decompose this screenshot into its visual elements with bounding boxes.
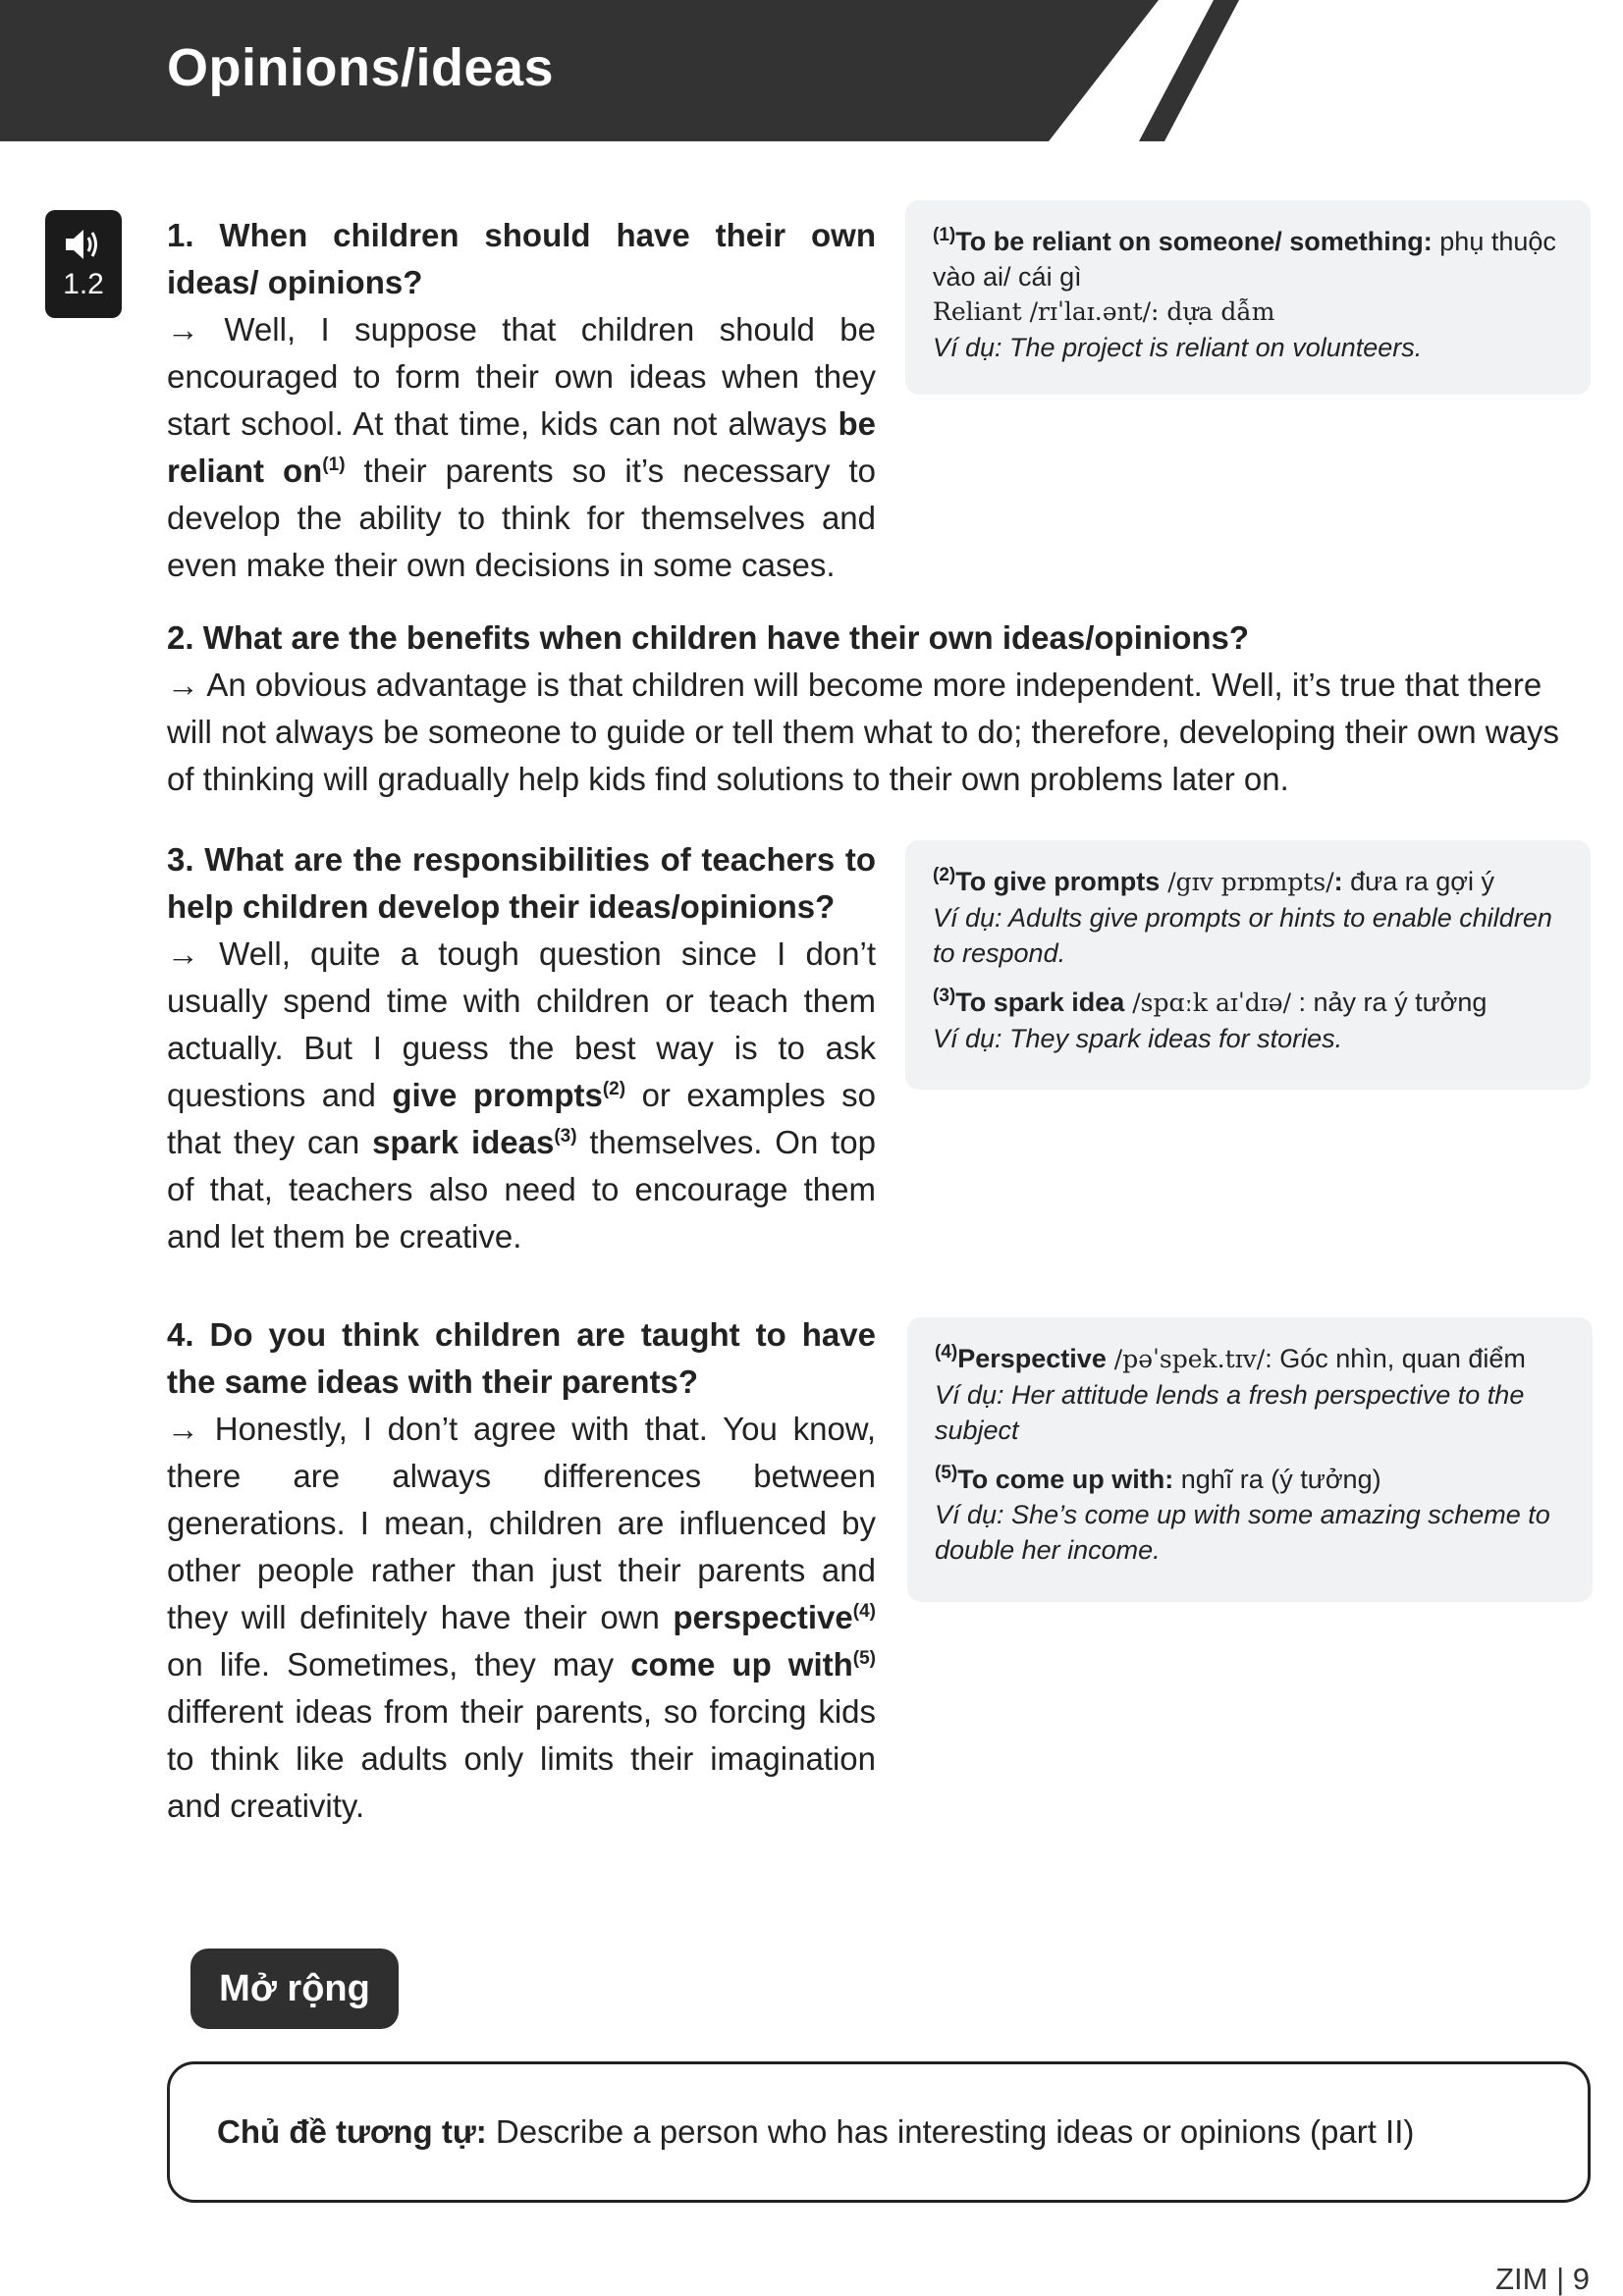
similar-topic-text: Chủ đề tương tự: Describe a person who has interesting ideas or opinions (part II) (217, 2113, 1415, 2150)
footnote-ref-3: (3) (554, 1126, 577, 1147)
audio-track-badge[interactable] (45, 210, 122, 318)
vocab-entry-4: $^{(4)}$Perspective /pəˈspek.tɪv/: Góc nhìn, quan điểm Ví dụ: Her attitude lends a fresh perspective to the subject (935, 1342, 1526, 1445)
question-block-2 (167, 614, 1589, 803)
page-title: Opinions/ideas (167, 38, 555, 97)
vocab-entry-3: $^{(3)}$To spark idea /spɑːk aɪˈdɪə/ : nảy ra ý tưởng Ví dụ: They spark ideas for stories. (933, 986, 1488, 1053)
page-header (0, 0, 1623, 141)
vocab-entry-5: $^{(5)}$To come up with: nghĩ ra (ý tưởng) Ví dụ: She’s come up with some amazing scheme to double her income. (935, 1463, 1550, 1565)
question-4: 4. Do you think children are taught to have the same ideas with their parents? (167, 1316, 876, 1400)
question-3: 3. What are the responsibilities of teachers to help children develop their ideas/opinions? (167, 841, 876, 925)
question-block-1 (167, 212, 876, 589)
footnote-ref-5: (5) (852, 1648, 877, 1669)
answer-4: → Honestly, I don’t agree with that. You know, there are always differences between generations. I mean, children are influenced by other people rather than just their parents and they will definitely have their own perspective$^{(4)}$ on life. Sometimes, they may come up with$^{(5)}$ different ideas from their parents, so forcing kids to think like adults only limits their imagination and creativity. (167, 1411, 877, 1824)
vocab-box-1 (905, 200, 1591, 395)
question-block-3 (167, 836, 876, 1260)
question-block-4 (167, 1311, 876, 1830)
vocab-entry-2: $^{(2)}$To give prompts /gɪv prɒmpts/: đưa ra gợi ý Ví dụ: Adults give prompts or hints to enable children to respond. (933, 865, 1552, 968)
vocab-term-spark-ideas: spark ideas (372, 1124, 555, 1160)
answer-2: → An obvious advantage is that children will become more independent. Well, it’s true that there will not always be someone to guide or tell them what to do; therefore, developing their own ways of thinking will gradually help kids find solutions to their own problems later on. (167, 667, 1559, 797)
audio-track-code: 1.2 (63, 268, 104, 300)
similar-topic-label: Chủ đề tương tự: (217, 2113, 487, 2150)
question-1: 1. When children should have their own ideas/ opinions? (167, 217, 876, 300)
expand-section-tab: Mở rộng (190, 1949, 399, 2029)
answer-3: → Well, quite a tough question since I don’t usually spend time with children or teach them actually. But I guess the best way is to ask questions and give prompts$^{(2)}$ or examples so that they can spark ideas$^{(3)}$ themselves. On top of that, teachers also need to encourage them and let them be creative. (167, 935, 876, 1255)
vocab-box-3 (907, 1317, 1593, 1602)
speaker-icon (64, 227, 103, 262)
footnote-ref-2: (2) (602, 1079, 626, 1099)
footnote-ref-1: (1) (322, 454, 346, 475)
similar-topic-box (167, 2061, 1591, 2203)
footnote-ref-4: (4) (852, 1601, 876, 1622)
answer-1: → Well, I suppose that children should be encouraged to form their own ideas when they start school. At that time, kids can not always be reliant $on^{(1)}$ their parents so it’s necessary to develop the ability to think for themselves and even make their own decisions in some cases. (167, 311, 876, 583)
vocab-box-2 (905, 840, 1591, 1090)
vocab-term-perspective: perspective (673, 1599, 853, 1635)
vocab-entry-1: $^{(1)}$To be reliant on someone/ something: phụ thuộc vào ai/ cái gì Reliant /rɪˈlaɪ.ənt/: dựa dẫm Ví dụ: The project is reliant on volunteers. (933, 225, 1556, 362)
vocab-term-come-up-with: come up with (630, 1646, 853, 1682)
question-2: 2. What are the benefits when children have their own ideas/opinions? (167, 619, 1250, 656)
page-number: ZIM | 9 (1495, 2262, 1590, 2296)
vocab-term-reliant: be reliant on (167, 405, 876, 489)
vocab-term-give-prompts: give prompts (392, 1077, 603, 1113)
